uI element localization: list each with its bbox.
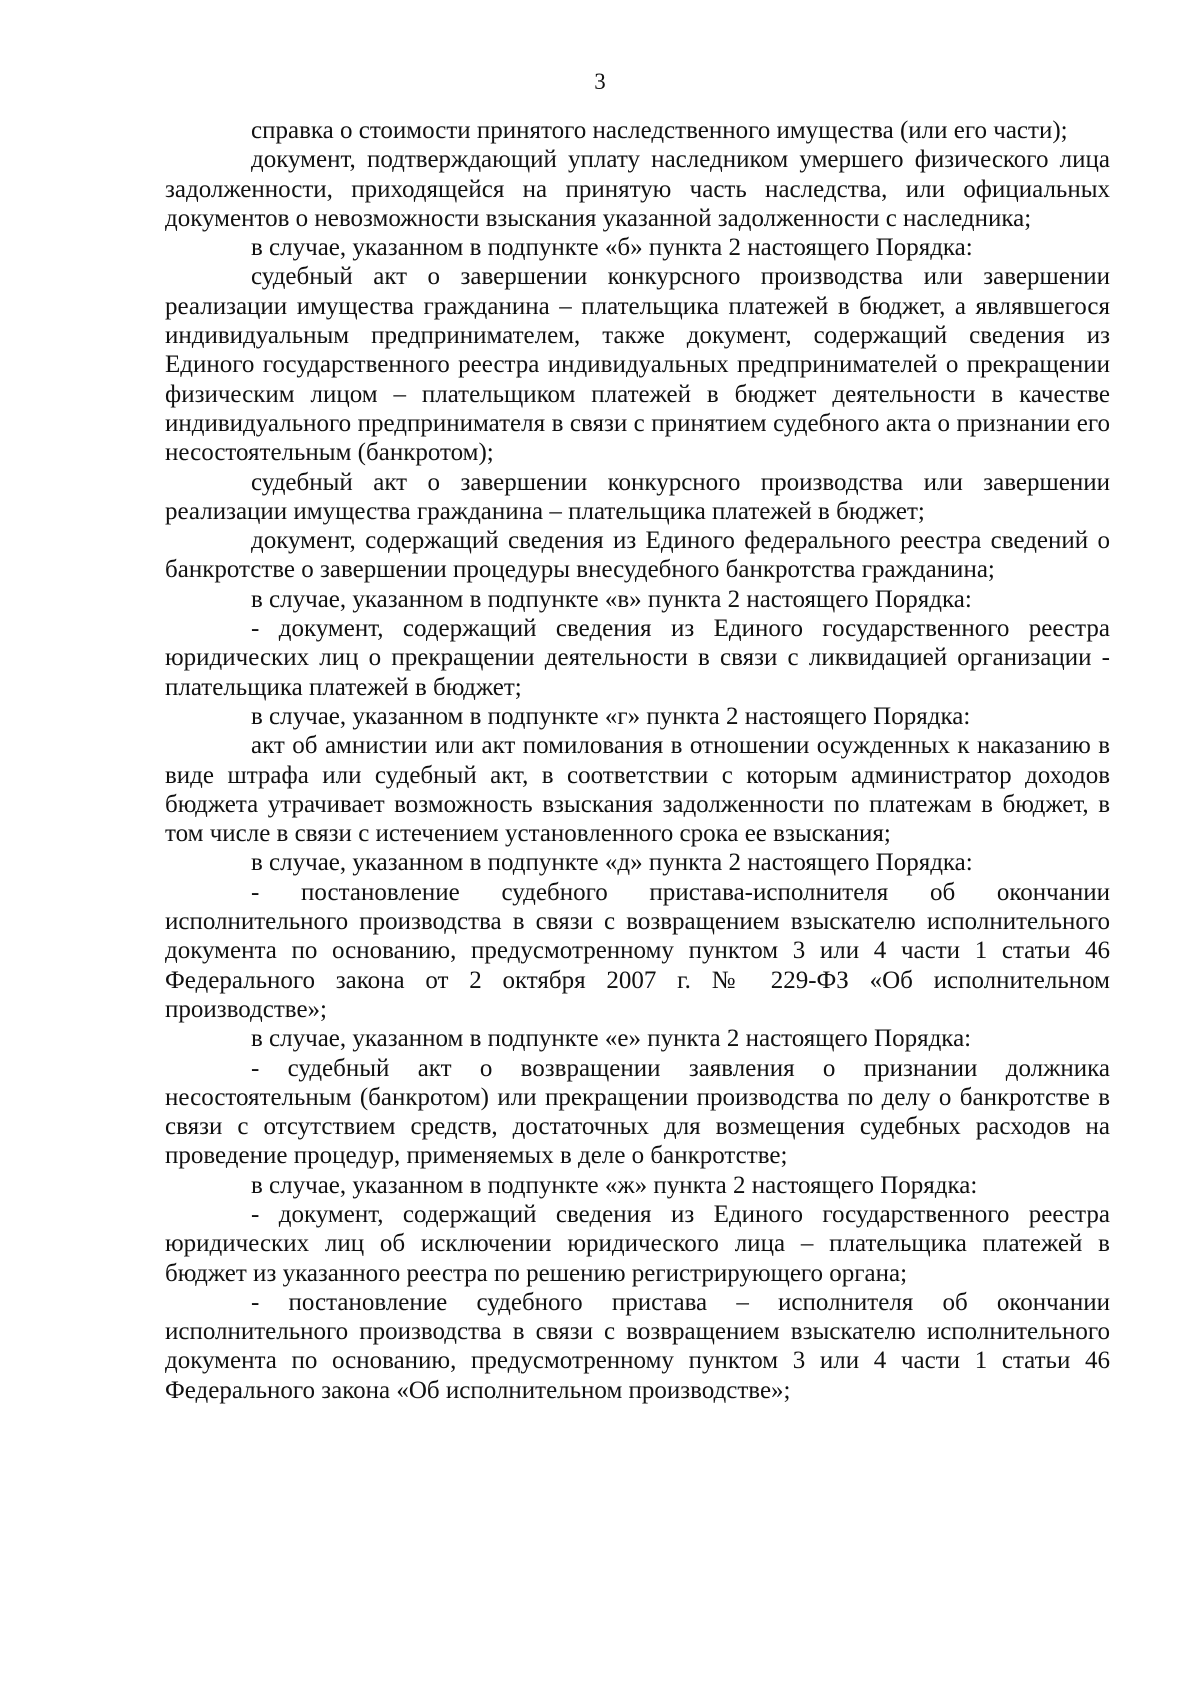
paragraph: документ, содержащий сведения из Единого федерального реестра сведений о банкротстве о завершении процедуры внесудебного банкротства гражданина; bbox=[165, 527, 1110, 584]
paragraph: судебный акт о завершении конкурсного производства или завершении реализации имущества гражданина – плательщика платежей в бюджет, а являвшегося индивидуальным предпринимателем, также документ, содержащий сведения из Единого государственного реестра индивидуальных предпринимателей о прекращении физическим лицом – плательщиком платежей в бюджет деятельности в качестве индивидуального предпринимателя в связи с принятием судебного акта о признании его несостоятельным (банкротом); bbox=[165, 263, 1110, 467]
paragraph: - постановление судебного пристава-исполнителя об окончании исполнительного производства в связи с возвращением взыскателю исполнительного документа по основанию, предусмотренному пунктом 3 или 4 части 1 статьи 46 Федерального закона от 2 октября 2007 г. № 229-ФЗ «Об исполнительном производстве»; bbox=[165, 878, 1110, 1023]
paragraph: - документ, содержащий сведения из Единого государственного реестра юридических лиц о прекращении деятельности в связи с ликвидацией организации - плательщика платежей в бюджет; bbox=[165, 615, 1110, 701]
paragraph: - документ, содержащий сведения из Единого государственного реестра юридических лиц об исключении юридического лица – плательщика платежей в бюджет из указанного реестра по решению регистрирующего органа; bbox=[165, 1200, 1110, 1287]
paragraph: документ, подтверждающий уплату наследником умершего физического лица задолженности, приходящейся на принятую часть наследства, или официальных документов о невозможности взыскания указанной задолженности с наследника; bbox=[165, 146, 1110, 232]
page-number: 3 bbox=[594, 69, 606, 94]
paragraph: судебный акт о завершении конкурсного производства или завершении реализации имущества гражданина – плательщика платежей в бюджет; bbox=[165, 468, 1110, 525]
document-body bbox=[165, 116, 1110, 1405]
paragraph: в случае, указанном в подпункте «б» пункта 2 настоящего Порядка: bbox=[251, 234, 973, 262]
paragraph: в случае, указанном в подпункте «д» пункта 2 настоящего Порядка: bbox=[251, 849, 973, 877]
paragraph: в случае, указанном в подпункте «ж» пункта 2 настоящего Порядка: bbox=[251, 1171, 978, 1199]
paragraph: - судебный акт о возвращении заявления о признании должника несостоятельным (банкротом) или прекращении производства по делу о банкротстве в связи с отсутствием средств, достаточных для возмещения судебных расходов на проведение процедур, применяемых в деле о банкротстве; bbox=[165, 1054, 1110, 1170]
paragraph: в случае, указанном в подпункте «в» пункта 2 настоящего Порядка: bbox=[251, 585, 972, 613]
paragraph: акт об амнистии или акт помилования в отношении осужденных к наказанию в виде штрафа или судебный акт, в соответствии с которым администратор доходов бюджета утрачивает возможность взыскания задолженности по платежам в бюджет, в том числе в связи с истечением установленного срока ее взыскания; bbox=[165, 732, 1110, 848]
paragraph: в случае, указанном в подпункте «г» пункта 2 настоящего Порядка: bbox=[251, 702, 971, 730]
paragraph: - постановление судебного пристава – исполнителя об окончании исполнительного производства в связи с возвращением взыскателю исполнительного документа по основанию, предусмотренному пунктом 3 или 4 части 1 статьи 46 Федерального закона «Об исполнительном производстве»; bbox=[165, 1288, 1110, 1404]
paragraph: справка о стоимости принятого наследственного имущества (или его части); bbox=[251, 117, 1068, 144]
paragraph: в случае, указанном в подпункте «е» пункта 2 настоящего Порядка: bbox=[251, 1025, 972, 1053]
